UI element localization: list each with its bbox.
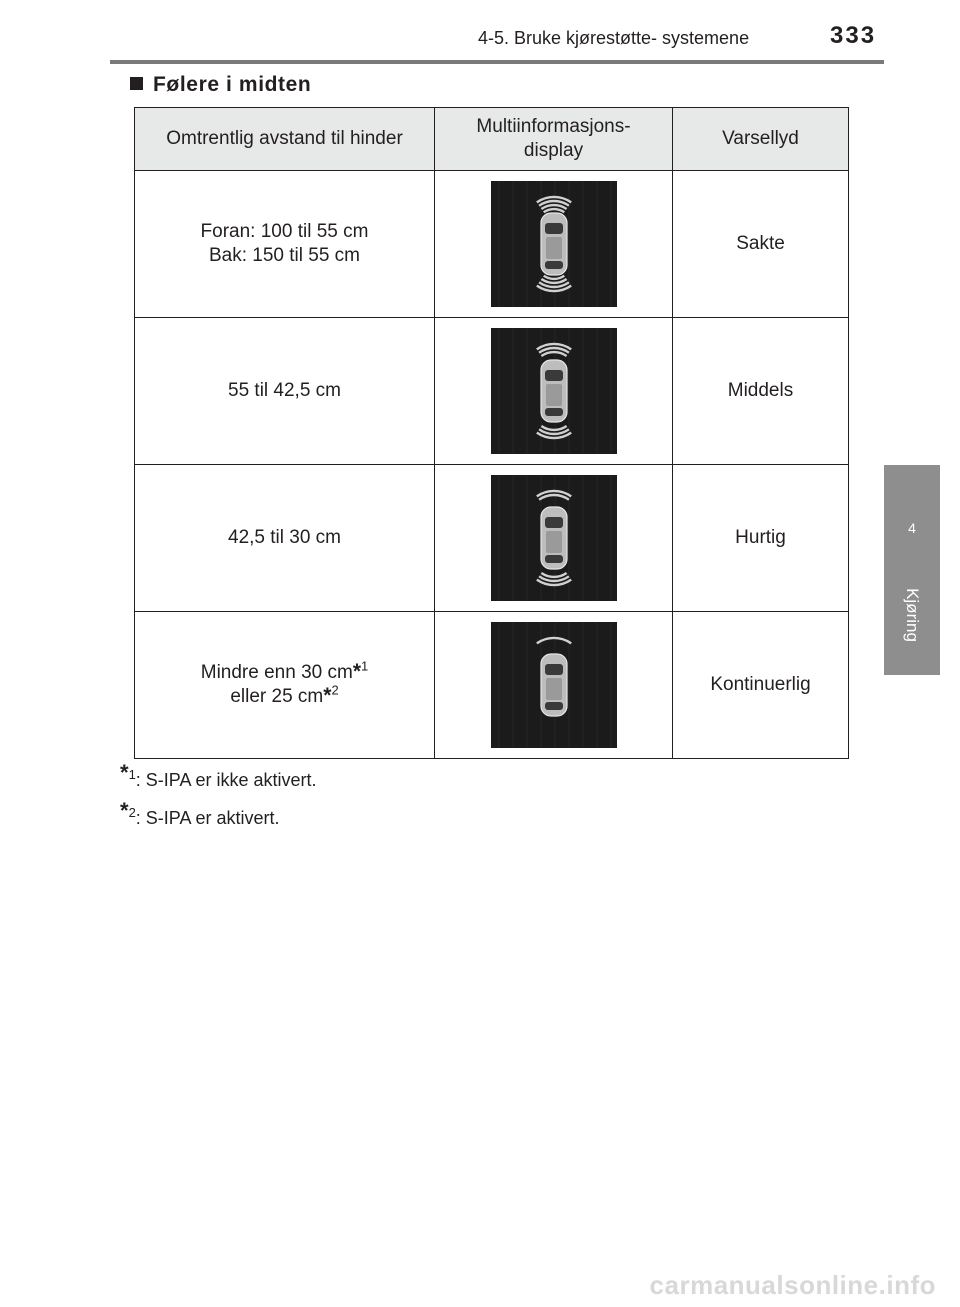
sensor-distance-table	[134, 107, 849, 759]
sound-cell: Kontinuerlig	[673, 612, 849, 759]
distance-cell	[135, 171, 435, 318]
column-header-distance: Omtrentlig avstand til hinder	[135, 108, 435, 171]
chapter-side-tab	[884, 465, 940, 675]
distance-text: eller 25 cm*$^2$	[230, 682, 339, 707]
table-header-row	[135, 108, 849, 171]
distance-cell: 42,5 til 30 cm	[135, 465, 435, 612]
car-silhouette	[541, 654, 567, 716]
distance-cell	[135, 612, 435, 759]
sensor-display-image	[491, 328, 617, 454]
page-number: 333	[830, 22, 877, 49]
section-heading	[130, 73, 311, 97]
sensor-display-image	[491, 475, 617, 601]
table-row	[135, 612, 849, 759]
table-row	[135, 318, 849, 465]
sound-cell: Hurtig	[673, 465, 849, 612]
header-section-title: 4-5. Bruke kjørestøtte- systemene	[478, 28, 750, 48]
chapter-label: Kjøring	[903, 588, 922, 642]
header-divider	[110, 60, 884, 64]
sound-cell: Middels	[673, 318, 849, 465]
distance-text: Bak: 150 til 55 cm	[208, 245, 361, 266]
distance-text: Mindre enn 30 cm*$^1$	[200, 658, 369, 683]
car-silhouette	[541, 507, 567, 569]
sensor-display-image	[491, 181, 617, 307]
table-row	[135, 171, 849, 318]
display-cell	[435, 465, 673, 612]
display-cell	[435, 612, 673, 759]
site-watermark: carmanualsonline.info	[649, 1270, 936, 1300]
sound-cell: Sakte	[673, 171, 849, 318]
car-silhouette	[541, 213, 567, 275]
footnote: *$^1$: S-IPA er ikke aktivert.	[120, 760, 317, 790]
section-heading-text: Følere i midten	[153, 73, 312, 96]
column-header-display: Multiinformasjons- display	[435, 108, 673, 171]
car-silhouette	[541, 360, 567, 422]
sensor-display-image	[491, 622, 617, 748]
column-header-sound: Varsellyd	[673, 108, 849, 171]
footnote-ref: 2	[331, 682, 339, 698]
table-row	[135, 465, 849, 612]
chapter-number: 4	[908, 520, 916, 536]
display-cell	[435, 171, 673, 318]
footnote: *$^2$: S-IPA er aktivert.	[120, 798, 280, 828]
distance-text: Foran: 100 til 55 cm	[200, 221, 369, 242]
square-bullet-icon	[130, 77, 143, 90]
footnote-ref: 1	[361, 658, 369, 674]
display-cell	[435, 318, 673, 465]
distance-cell: 55 til 42,5 cm	[135, 318, 435, 465]
